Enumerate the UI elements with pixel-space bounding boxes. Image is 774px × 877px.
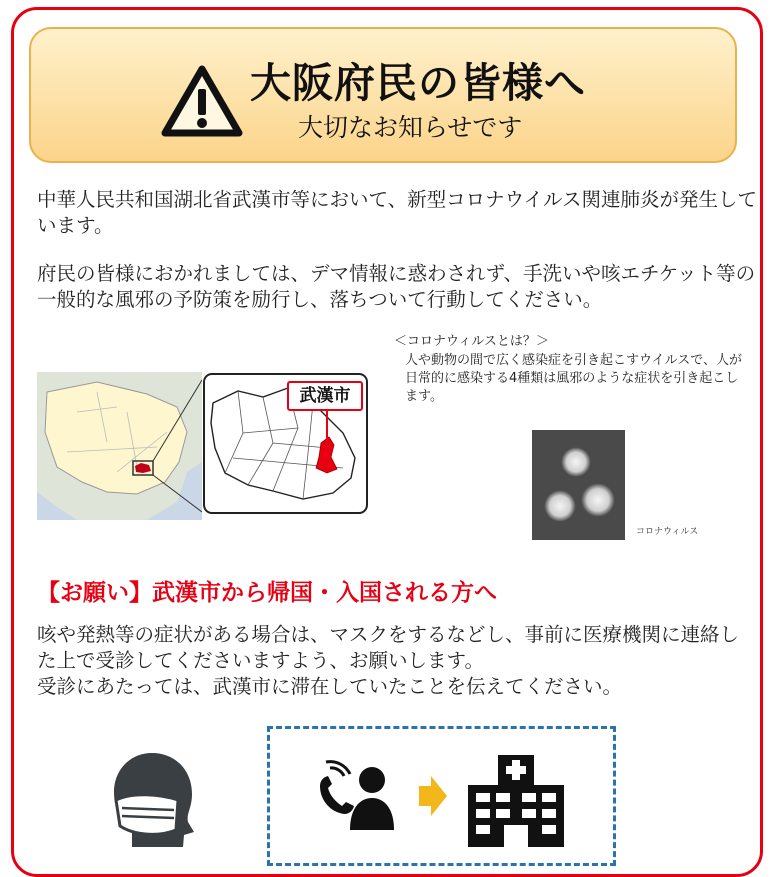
- prevention-paragraph: 府民の皆様におかれましては、デマ情報に惑わされず、手洗いや咳エチケット等の一般的な風邪の予防策を励行し、落ちついて行動してください。: [37, 262, 756, 311]
- outbreak-paragraph: 中華人民共和国湖北省武漢市等において、新型コロナウイルス関連肺炎が発生しています。: [37, 188, 757, 237]
- wuhan-label: 武漢市: [287, 381, 363, 411]
- phone-call-person-icon: [316, 760, 394, 830]
- china-map-image: [37, 372, 202, 520]
- request-body-line2: 受診にあたっては、武漢市に滞在していたことを伝えてください。: [37, 675, 623, 698]
- page-title: 大阪府民の皆様へ: [250, 59, 586, 107]
- coronavirus-heading: ＜コロナウィルスとは？＞: [394, 334, 549, 349]
- hospital-icon: [468, 755, 564, 847]
- request-body: [37, 622, 757, 700]
- coronavirus-description: 人や動物の間で広く感染症を引き起こすウイルスで、人が日常的に感染する4種類は風邪のような症状を引き起こします。: [405, 353, 742, 404]
- request-body-line1: 咳や発熱等の症状がある場合は、マスクをするなどし、事前に医療機関に連絡した上で受診してくださいますよう、お願いします。: [37, 623, 740, 672]
- page-subtitle: 大切なお知らせです: [298, 113, 523, 142]
- request-heading: 【お願い】武漢市から帰国・入国される方へ: [37, 580, 497, 606]
- coronavirus-caption: コロナウィルス: [636, 527, 699, 537]
- arrow-right-icon: [419, 776, 447, 816]
- coronavirus-micrograph-image: [532, 430, 625, 540]
- mask-face-icon: [112, 750, 198, 847]
- warning-icon: [160, 64, 244, 138]
